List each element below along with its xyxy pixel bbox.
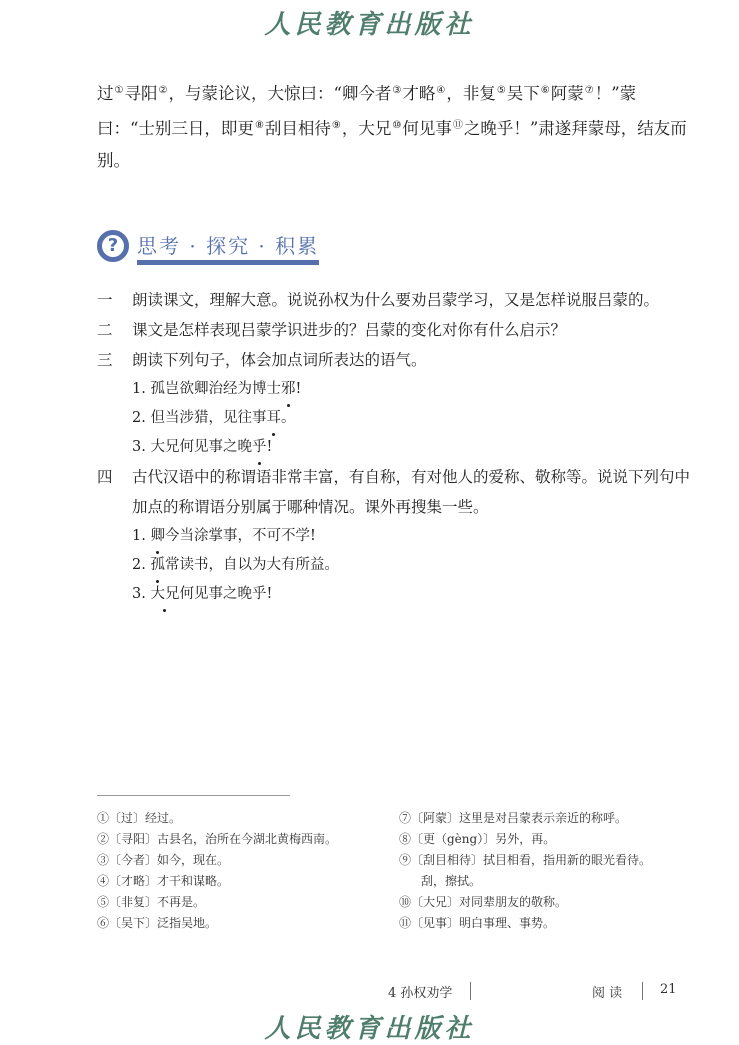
question-icon: ? [97,230,129,262]
footnote-marker: ⑨ [331,120,341,131]
passage-segment: ！”蒙曰：“士别三日，即更 [97,84,637,138]
passage-segment: 阿蒙 [550,84,584,103]
sentence-text: 3. [132,586,151,602]
page-number: 21 [660,982,677,997]
question-text: 古代汉语中的称谓语非常丰富，有自称，有对他人的爱称、敬称等。说说下列句中加点的称谓语分别属于哪种情况。课外再搜集一些。 [132,468,691,516]
sentence-text: 1. [132,528,151,544]
question-item [97,285,697,315]
footnote-marker: ④ [436,85,446,96]
question-number: 三 [97,351,113,369]
footnote-marker: ⑩ [392,120,402,131]
emphasized-word: 邪 [281,375,296,404]
divider [642,982,643,1000]
sentence-text: 常读书，自以为大有所益。 [164,557,339,573]
unit-label: 阅 读 [592,986,623,1001]
example-sentence [97,404,697,433]
sentence-text: 2. 但当涉猎，见往事 [132,410,267,426]
footnote-marker: ⑦ [584,85,594,96]
footnote: ⑦〔阿蒙〕这里是对吕蒙表示亲近的称呼。 [399,811,628,825]
footnote-divider [97,795,290,796]
emphasized-word: 乎 [252,433,267,462]
question-number: 四 [97,468,113,486]
footnote: 刮，擦拭。 [421,874,482,888]
footnote: ⑩〔大兄〕对同辈朋友的敬称。 [399,895,568,909]
passage-segment: 刮目相待 [264,119,331,138]
footnote: ⑨〔刮目相待〕拭目相看，指用新的眼光看待。 [399,853,652,867]
passage-segment: ，大兄 [341,119,392,138]
footnotes-left [97,808,337,934]
question-number: 一 [97,291,113,309]
passage-text [97,75,687,177]
passage-segment: ，与蒙论议，大惊曰：“卿今者 [168,84,392,103]
footnote-marker: ⑪ [452,120,463,131]
footnote: ⑧〔更（gèng）〕另外，再。 [399,832,556,846]
emphasized-word: 卿 [150,522,165,551]
emphasized-word: 大兄 [150,580,179,609]
sentence-text: ! [266,439,273,455]
passage-segment: 才略 [402,84,436,103]
footnotes-right [399,808,689,934]
question-text: 朗读下列句子，体会加点词所表达的语气。 [132,351,427,369]
question-text: 朗读课文，理解大意。说说孙权为什么要劝吕蒙学习，又是怎样说服吕蒙的。 [132,291,660,309]
footnote-marker: ② [158,85,168,96]
section-underline [137,260,319,265]
question-list [97,285,697,609]
footnote-marker: ③ [392,85,402,96]
footnote: ②〔寻阳〕古县名，治所在今湖北黄梅西南。 [97,832,338,846]
sentence-text: 3. 大兄何见事之晚 [132,439,252,455]
publisher-logo: 人民教育出版社 [264,10,475,40]
example-sentence [97,522,697,551]
question-text: 课文是怎样表现吕蒙学识进步的？吕蒙的变化对你有什么启示？ [132,321,567,339]
passage-segment: 过 [97,84,114,103]
emphasized-word: 孤 [150,551,165,580]
footnote-marker: ⑥ [540,85,550,96]
example-sentence [97,551,697,580]
question-item [97,462,697,522]
footnote: ⑤〔非复〕不再是。 [97,895,206,909]
question-item [97,345,697,375]
example-sentence [97,375,697,404]
passage-segment: 吴下 [506,84,540,103]
passage-segment: ，非复 [446,84,496,103]
sentence-text: 今当涂掌事，不可不学! [164,528,316,544]
footnote-marker: ⑤ [496,85,506,96]
lesson-title: 4 孙权劝学 [388,986,453,1001]
passage-segment: 何见事 [402,119,452,138]
footnote: ⑪〔见事〕明白事理、事势。 [399,916,556,930]
footnote: ⑥〔吴下〕泛指吴地。 [97,916,218,930]
example-sentence [97,580,697,609]
sentence-text: 。 [280,410,296,426]
sentence-text: ! [295,381,302,397]
footnote-marker: ① [114,85,124,96]
passage-segment: 之晚乎！”肃遂拜蒙母，结友而别。 [97,119,687,170]
section-title: 思考 · 探究 · 积累 [137,234,320,258]
footnote: ③〔今者〕如今，现在。 [97,853,230,867]
question-item [97,315,697,345]
example-sentence [97,433,697,462]
question-number: 二 [97,321,113,339]
emphasized-word: 耳 [266,404,281,433]
passage-segment: 寻阳 [124,84,158,103]
publisher-logo-bottom: 人民教育出版社 [264,1014,475,1044]
footnote: ④〔才略〕才干和谋略。 [97,874,230,888]
sentence-text: 何见事之晚乎! [179,586,273,602]
divider [470,982,471,1000]
sentence-text: 1. 孤岂欲卿治经为博士 [132,381,281,397]
footnote-marker: ⑧ [254,120,264,131]
footnote: ①〔过〕经过。 [97,811,182,825]
sentence-text: 2. [132,557,151,573]
